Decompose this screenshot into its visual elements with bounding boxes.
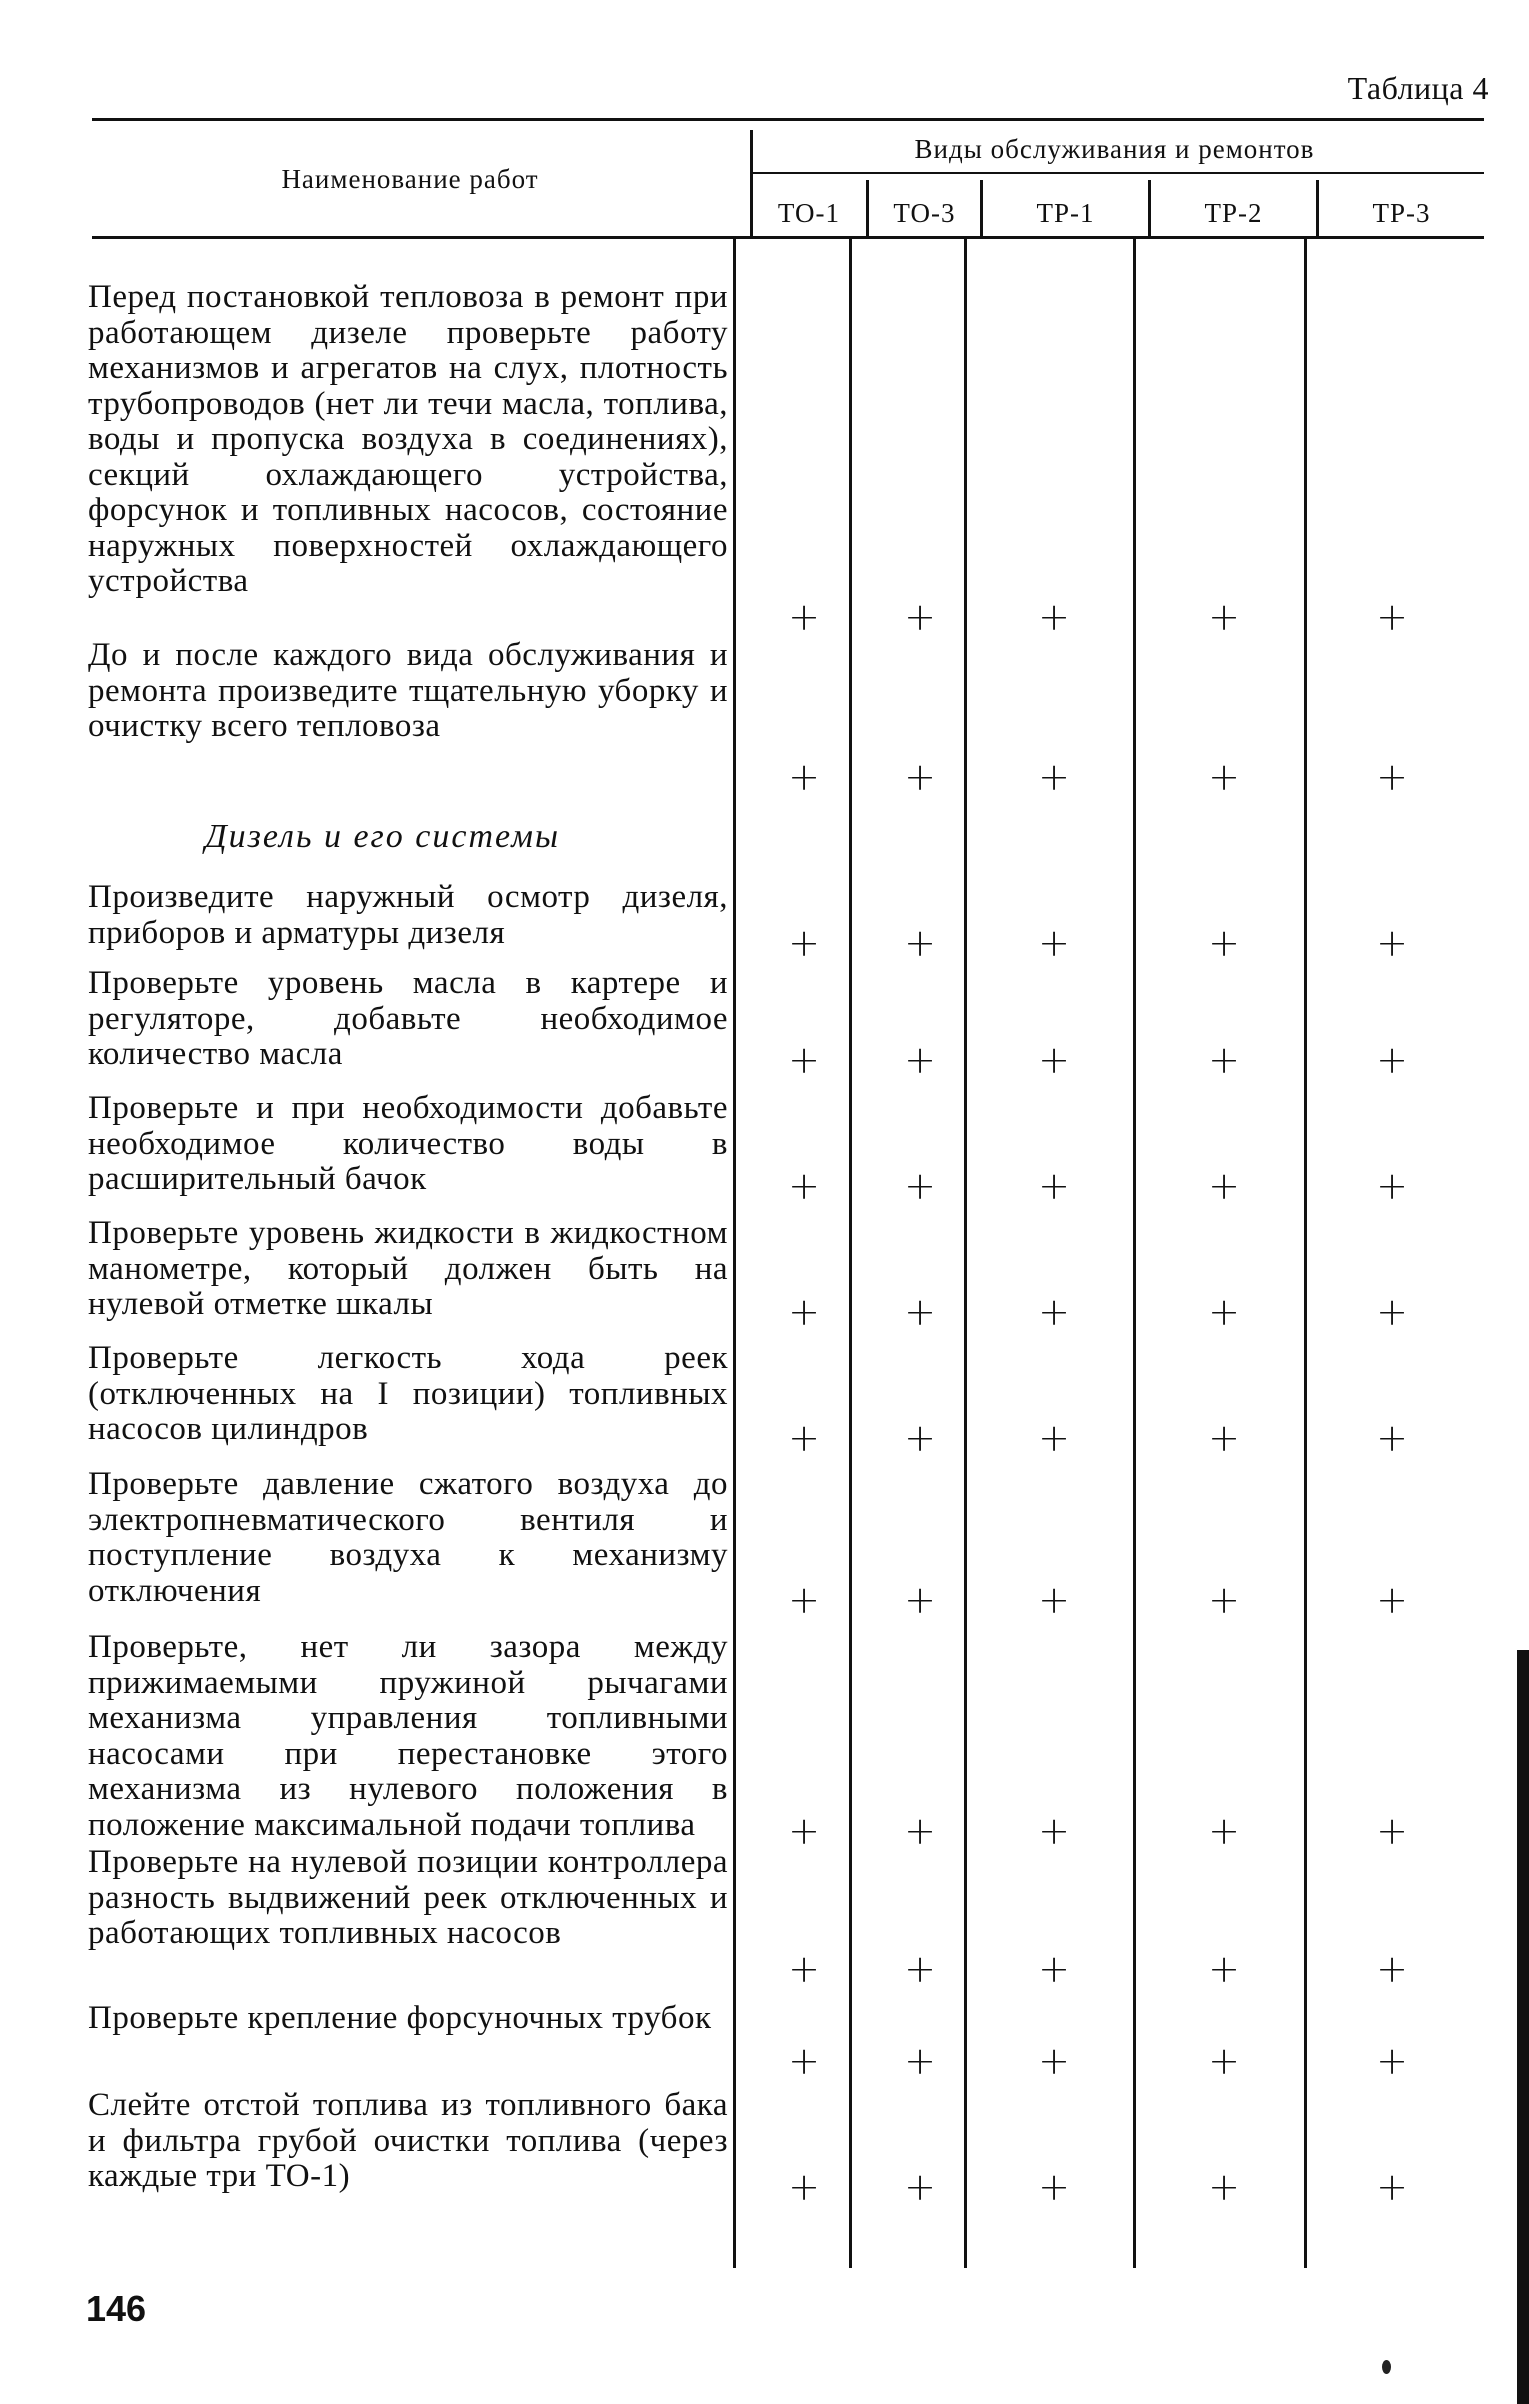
plus-mark: + [1376, 2165, 1408, 2209]
plus-mark: + [1208, 755, 1240, 799]
plus-mark: + [1376, 595, 1408, 639]
plus-mark: + [788, 595, 820, 639]
section-title: Дизель и его системы [205, 818, 560, 855]
plus-mark: + [1038, 921, 1070, 965]
plus-mark: + [904, 1164, 936, 1208]
plus-mark: + [1208, 595, 1240, 639]
work-description: Проверьте давление сжатого воздуха до электропневматического вентиля и поступление воздуха к механизму отключения [88, 1466, 728, 1609]
header-col-to3: ТО-3 [893, 198, 956, 228]
plus-mark: + [788, 2039, 820, 2083]
plus-mark: + [1376, 1164, 1408, 1208]
plus-mark: + [1376, 1416, 1408, 1460]
scan-speck [1382, 2360, 1391, 2374]
plus-mark: + [1038, 1416, 1070, 1460]
scan-edge-shadow [1517, 1650, 1529, 2404]
plus-mark: + [788, 1164, 820, 1208]
plus-mark: + [788, 1290, 820, 1334]
work-description: Слейте отстой топлива из топливного бака и фильтра грубой очистки топлива (через каждые три ТО-1) [88, 2087, 728, 2194]
plus-mark: + [904, 595, 936, 639]
plus-mark: + [788, 2165, 820, 2209]
page-number: 146 [86, 2288, 147, 2329]
plus-mark: + [904, 755, 936, 799]
plus-mark: + [1208, 2039, 1240, 2083]
plus-mark: + [904, 921, 936, 965]
work-description: Проверьте на нулевой позиции контроллера разность выдвижений реек отключенных и работающих топливных насосов [88, 1844, 728, 1951]
header-service-kinds: Виды обслуживания и ремонтов [914, 134, 1315, 164]
plus-mark: + [1376, 1290, 1408, 1334]
plus-mark: + [904, 2039, 936, 2083]
header-col-tr3: ТР-3 [1372, 198, 1431, 228]
header-col-tr2: ТР-2 [1204, 198, 1263, 228]
work-description: Проверьте легкость хода реек (отключенных на I позиции) топливных насосов цилиндров [88, 1340, 728, 1447]
plus-mark: + [904, 1809, 936, 1853]
plus-mark: + [904, 1038, 936, 1082]
work-description: Произведите наружный осмотр дизеля, приборов и арматуры дизеля [88, 879, 728, 951]
plus-mark: + [904, 1416, 936, 1460]
plus-mark: + [1038, 2039, 1070, 2083]
plus-mark: + [788, 1416, 820, 1460]
plus-mark: + [1208, 1038, 1240, 1082]
plus-mark: + [1376, 921, 1408, 965]
plus-mark: + [1208, 1416, 1240, 1460]
header-col-to1: ТО-1 [777, 198, 841, 228]
plus-mark: + [1208, 1578, 1240, 1622]
plus-mark: + [904, 1947, 936, 1991]
work-description: Проверьте и при необходимости добавьте необходимое количество воды в расширительный бачок [88, 1090, 728, 1197]
plus-mark: + [1038, 2165, 1070, 2209]
work-description: Проверьте крепление форсуночных трубок [88, 2000, 712, 2036]
plus-mark: + [1208, 1290, 1240, 1334]
plus-mark: + [1376, 1809, 1408, 1853]
header-work-name: Наименование работ [281, 164, 539, 194]
plus-mark: + [1038, 1038, 1070, 1082]
work-description: Проверьте, нет ли зазора между прижимаемыми пружиной рычагами механизма управления топливными насосами при перестановке этого механизма из нулевого положения в положение максимальной подачи топлива [88, 1629, 728, 1843]
plus-mark: + [788, 921, 820, 965]
plus-mark: + [1376, 1038, 1408, 1082]
work-description: Проверьте уровень масла в картере и регуляторе, добавьте необходимое количество масла [88, 965, 728, 1072]
plus-mark: + [1038, 1164, 1070, 1208]
plus-mark: + [788, 1578, 820, 1622]
plus-mark: + [788, 1809, 820, 1853]
plus-mark: + [1208, 1809, 1240, 1853]
work-description: Проверьте уровень жидкости в жидкостном манометре, который должен быть на нулевой отметке шкалы [88, 1215, 728, 1322]
work-description: Перед постановкой тепловоза в ремонт при работающем дизеле проверьте работу механизмов и агрегатов на слух, плотность трубопроводов (нет ли течи масла, топлива, воды и пропуска воздуха в соединениях), секций охлаждающего устройства, форсунок и топливных насосов, состояние наружных поверхностей охлаждающего устройства [88, 279, 728, 599]
plus-mark: + [904, 1578, 936, 1622]
plus-mark: + [1376, 1947, 1408, 1991]
plus-mark: + [1208, 921, 1240, 965]
plus-mark: + [1376, 2039, 1408, 2083]
plus-mark: + [788, 755, 820, 799]
header-col-tr1: ТР-1 [1036, 198, 1095, 228]
table-label: Таблица 4 [1347, 70, 1489, 106]
plus-mark: + [788, 1038, 820, 1082]
plus-mark: + [1376, 1578, 1408, 1622]
plus-mark: + [1208, 2165, 1240, 2209]
plus-mark: + [1038, 1947, 1070, 1991]
plus-mark: + [1038, 1809, 1070, 1853]
work-description: До и после каждого вида обслуживания и ремонта произведите тщательную уборку и очистку всего тепловоза [88, 637, 728, 744]
plus-mark: + [904, 2165, 936, 2209]
plus-mark: + [1208, 1947, 1240, 1991]
plus-mark: + [1038, 595, 1070, 639]
plus-mark: + [1038, 755, 1070, 799]
plus-mark: + [1038, 1290, 1070, 1334]
plus-mark: + [1376, 755, 1408, 799]
plus-mark: + [1038, 1578, 1070, 1622]
plus-mark: + [1208, 1164, 1240, 1208]
plus-mark: + [788, 1947, 820, 1991]
plus-mark: + [904, 1290, 936, 1334]
